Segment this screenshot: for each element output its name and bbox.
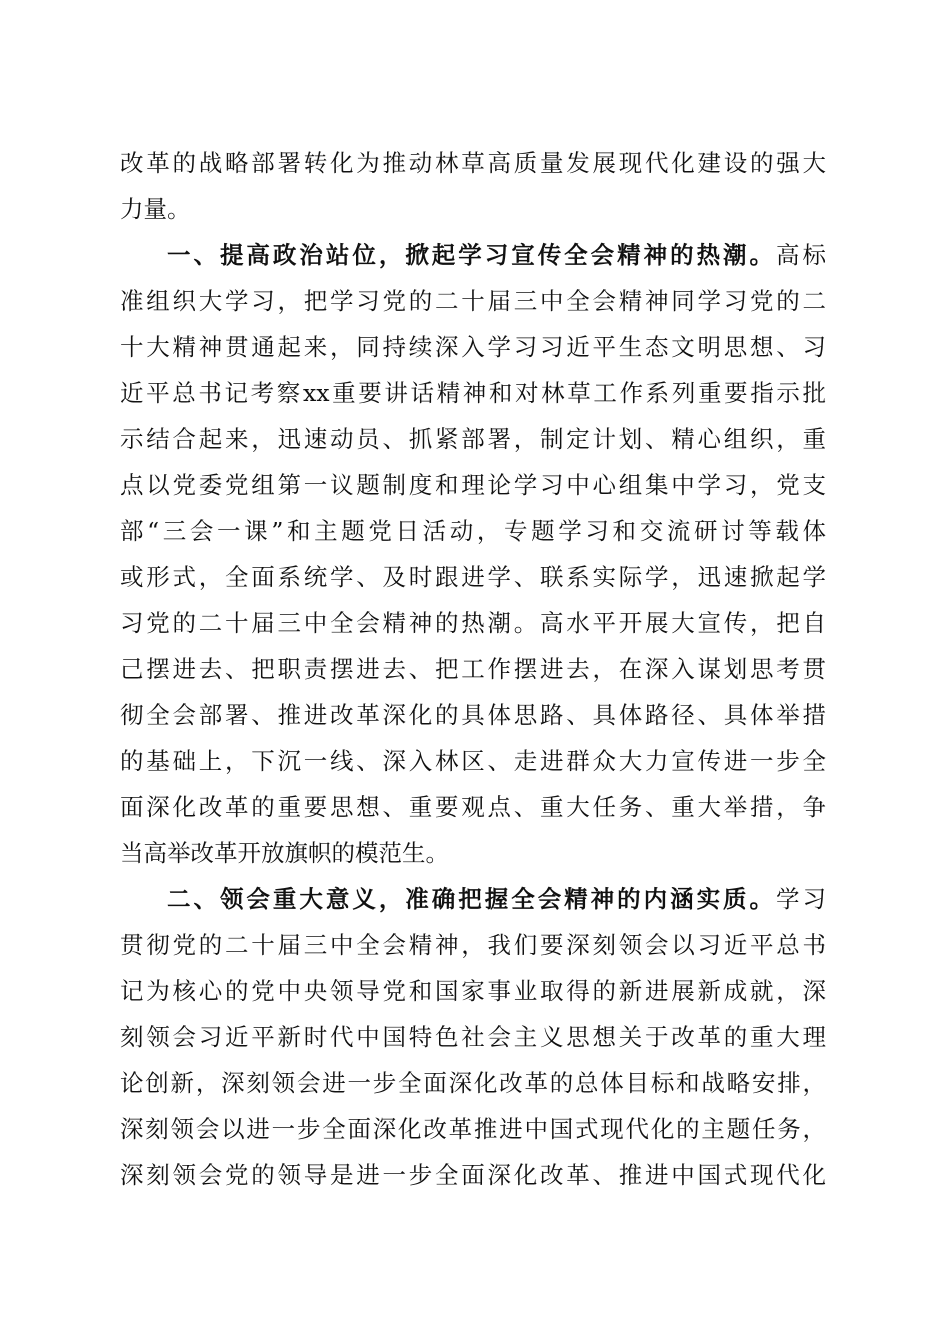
paragraph-line: 刻领会习近平新时代中国特色社会主义思想关于改革的重大理 xyxy=(120,1023,826,1051)
paragraph-line: 贯彻党的二十届三中全会精神，我们要深刻领会以习近平总书 xyxy=(120,931,826,959)
paragraph-line: 面深化改革的重要思想、重要观点、重大任务、重大举措，争 xyxy=(120,793,826,821)
paragraph-line: 改革的战略部署转化为推动林草高质量发展现代化建设的强大 xyxy=(120,149,826,177)
paragraph-line: 准组织大学习，把学习党的二十届三中全会精神同学习党的二 xyxy=(120,287,826,315)
paragraph-line: 深刻领会党的领导是进一步全面深化改革、推进中国式现代化 xyxy=(120,1161,826,1189)
paragraph-line: 部“三会一课”和主题党日活动，专题学习和交流研讨等载体 xyxy=(120,517,826,545)
paragraph-line: 或形式，全面系统学、及时跟进学、联系实际学，迅速掀起学 xyxy=(120,563,826,591)
paragraph-line: 深刻领会以进一步全面深化改革推进中国式现代化的主题任务， xyxy=(120,1115,826,1143)
paragraph-line: 示结合起来，迅速动员、抓紧部署，制定计划、精心组织，重 xyxy=(120,425,826,453)
paragraph-line: 彻全会部署、推进改革深化的具体思路、具体路径、具体举措 xyxy=(120,701,826,729)
paragraph-line: 十大精神贯通起来，同持续深入学习习近平生态文明思想、习 xyxy=(120,333,826,361)
paragraph-line: 的基础上，下沉一线、深入林区、走进群众大力宣传进一步全 xyxy=(120,747,826,775)
section-heading: 一、提高政治站位，掀起学习宣传全会精神的热潮。 xyxy=(167,241,777,269)
paragraph-line: 习党的二十届三中全会精神的热潮。高水平开展大宣传，把自 xyxy=(120,609,826,637)
section-heading: 二、领会重大意义，准确把握全会精神的内涵实质。 xyxy=(167,885,777,913)
paragraph-text: 学习 xyxy=(776,885,826,913)
paragraph-line: 当高举改革开放旗帜的模范生。 xyxy=(120,839,449,867)
paragraph-line: 记为核心的党中央领导党和国家事业取得的新进展新成就，深 xyxy=(120,977,826,1005)
paragraph-line: 近平总书记考察xx重要讲话精神和对林草工作系列重要指示批 xyxy=(120,379,826,407)
paragraph-line: 点以党委党组第一议题制度和理论学习中心组集中学习，党支 xyxy=(120,471,826,499)
section-heading-line xyxy=(167,235,826,275)
paragraph-line: 己摆进去、把职责摆进去、把工作摆进去，在深入谋划思考贯 xyxy=(120,655,826,683)
paragraph-line: 力量。 xyxy=(120,195,191,223)
section-heading-line xyxy=(167,879,826,919)
paragraph-text: 高标 xyxy=(776,241,826,269)
paragraph-line: 论创新，深刻领会进一步全面深化改革的总体目标和战略安排， xyxy=(120,1069,826,1097)
